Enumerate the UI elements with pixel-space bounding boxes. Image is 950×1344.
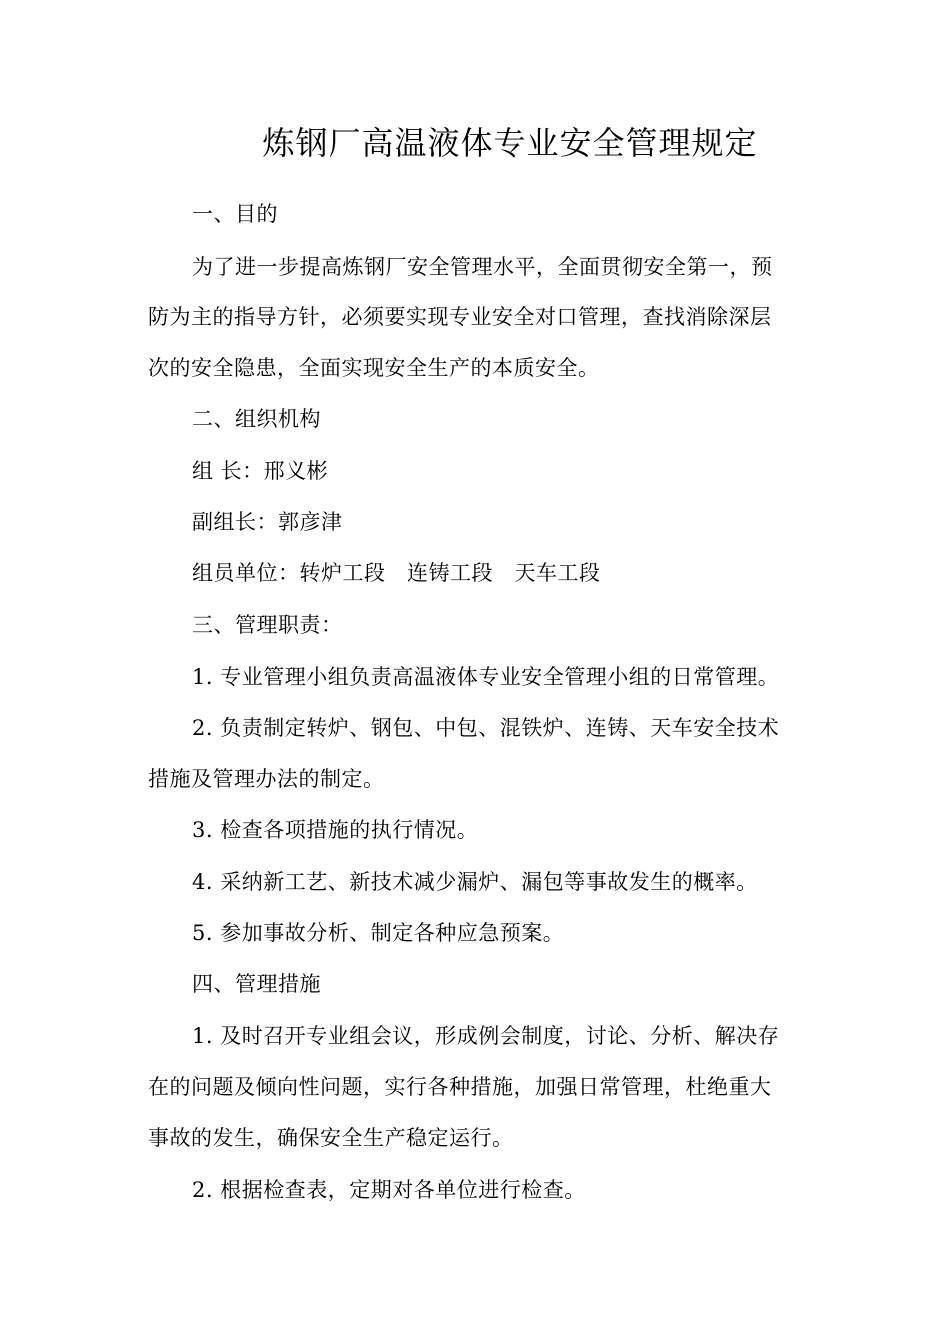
list-item-continuation: 事故的发生，确保安全生产稳定运行。 [148,1126,514,1150]
leader-line: 组 长：邢义彬 [192,459,329,483]
paragraph-line: 为了进一步提高炼钢厂安全管理水平，全面贯彻安全第一，预 [192,255,773,279]
section-heading-organization: 二、组织机构 [192,407,321,431]
document-title: 炼钢厂高温液体专业安全管理规定 [262,124,758,162]
list-item: 3. 检查各项措施的执行情况。 [192,818,479,842]
list-item-continuation: 在的问题及倾向性问题，实行各种措施，加强日常管理，杜绝重大 [148,1075,772,1099]
list-item: 2. 根据检查表，定期对各单位进行检查。 [192,1178,586,1202]
list-item: 4. 采纳新工艺、新技术减少漏炉、漏包等事故发生的概率。 [192,870,758,894]
section-heading-purpose: 一、目的 [192,202,278,226]
list-item: 2. 负责制定转炉、钢包、中包、混铁炉、连铸、天车安全技术 [192,716,780,740]
paragraph-line: 次的安全隐患，全面实现安全生产的本质安全。 [148,356,600,380]
member-units-line: 组员单位：转炉工段 连铸工段 天车工段 [192,561,601,585]
paragraph-line: 防为主的指导方针，必须要实现专业安全对口管理，查找消除深层 [148,305,772,329]
list-item: 1. 及时召开专业组会议，形成例会制度，讨论、分析、解决存 [192,1024,780,1048]
deputy-leader-line: 副组长：郭彦津 [192,510,343,534]
list-item: 1. 专业管理小组负责高温液体专业安全管理小组的日常管理。 [192,665,780,689]
section-heading-responsibilities: 三、管理职责： [192,613,343,637]
section-heading-measures: 四、管理措施 [192,972,321,996]
list-item: 5. 参加事故分析、制定各种应急预案。 [192,921,565,945]
list-item-continuation: 措施及管理办法的制定。 [148,767,385,791]
